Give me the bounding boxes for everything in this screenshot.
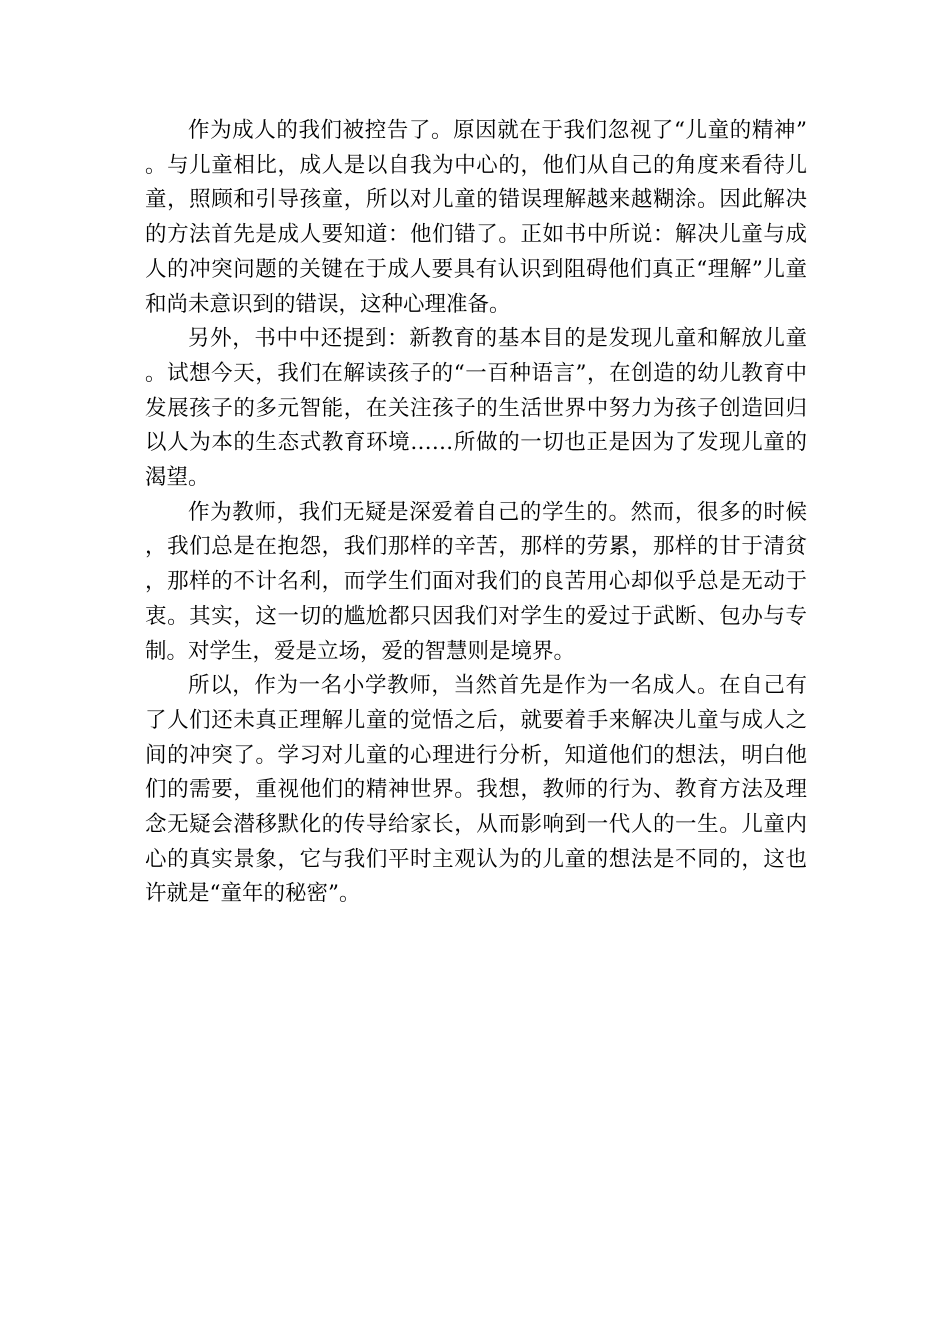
paragraph-1: 作为成人的我们被控告了。原因就在于我们忽视了“儿童的精神”。与儿童相比，成人是以自我为中心的，他们从自己的角度来看待儿童，照顾和引导孩童，所以对儿童的错误理解越来越糊涂。因此解决的方法首先是成人要知道：他们错了。正如书中所说：解决儿童与成人的冲突问题的关键在于成人要具有认识到阻碍他们真正“理解”儿童和尚未意识到的错误，这种心理准备。 <box>145 118 807 317</box>
document-body <box>145 114 807 912</box>
paragraph-3: 作为教师，我们无疑是深爱着自己的学生的。然而，很多的时候，我们总是在抱怨，我们那样的辛苦，那样的劳累，那样的甘于清贫，那样的不计名利，而学生们面对我们的良苦用心却似乎总是无动于衷。其实，这一切的尴尬都只因我们对学生的爱过于武断、包办与专制。对学生，爱是立场，爱的智慧则是境界。 <box>145 499 807 664</box>
paragraph-2: 另外，书中中还提到：新教育的基本目的是发现儿童和解放儿童。试想今天，我们在解读孩子的“一百种语言”，在创造的幼儿教育中发展孩子的多元智能，在关注孩子的生活世界中努力为孩子创造回归以人为本的生态式教育环境……所做的一切也正是因为了发现儿童的渴望。 <box>145 326 807 491</box>
paragraph-4: 所以，作为一名小学教师，当然首先是作为一名成人。在自己有了人们还未真正理解儿童的觉悟之后，就要着手来解决儿童与成人之间的冲突了。学习对儿童的心理进行分析，知道他们的想法，明白他们的需要，重视他们的精神世界。我想，教师的行为、教育方法及理念无疑会潜移默化的传导给家长，从而影响到一代人的一生。儿童内心的真实景象，它与我们平时主观认为的儿童的想法是不同的，这也许就是“童年的秘密”。 <box>145 673 807 907</box>
